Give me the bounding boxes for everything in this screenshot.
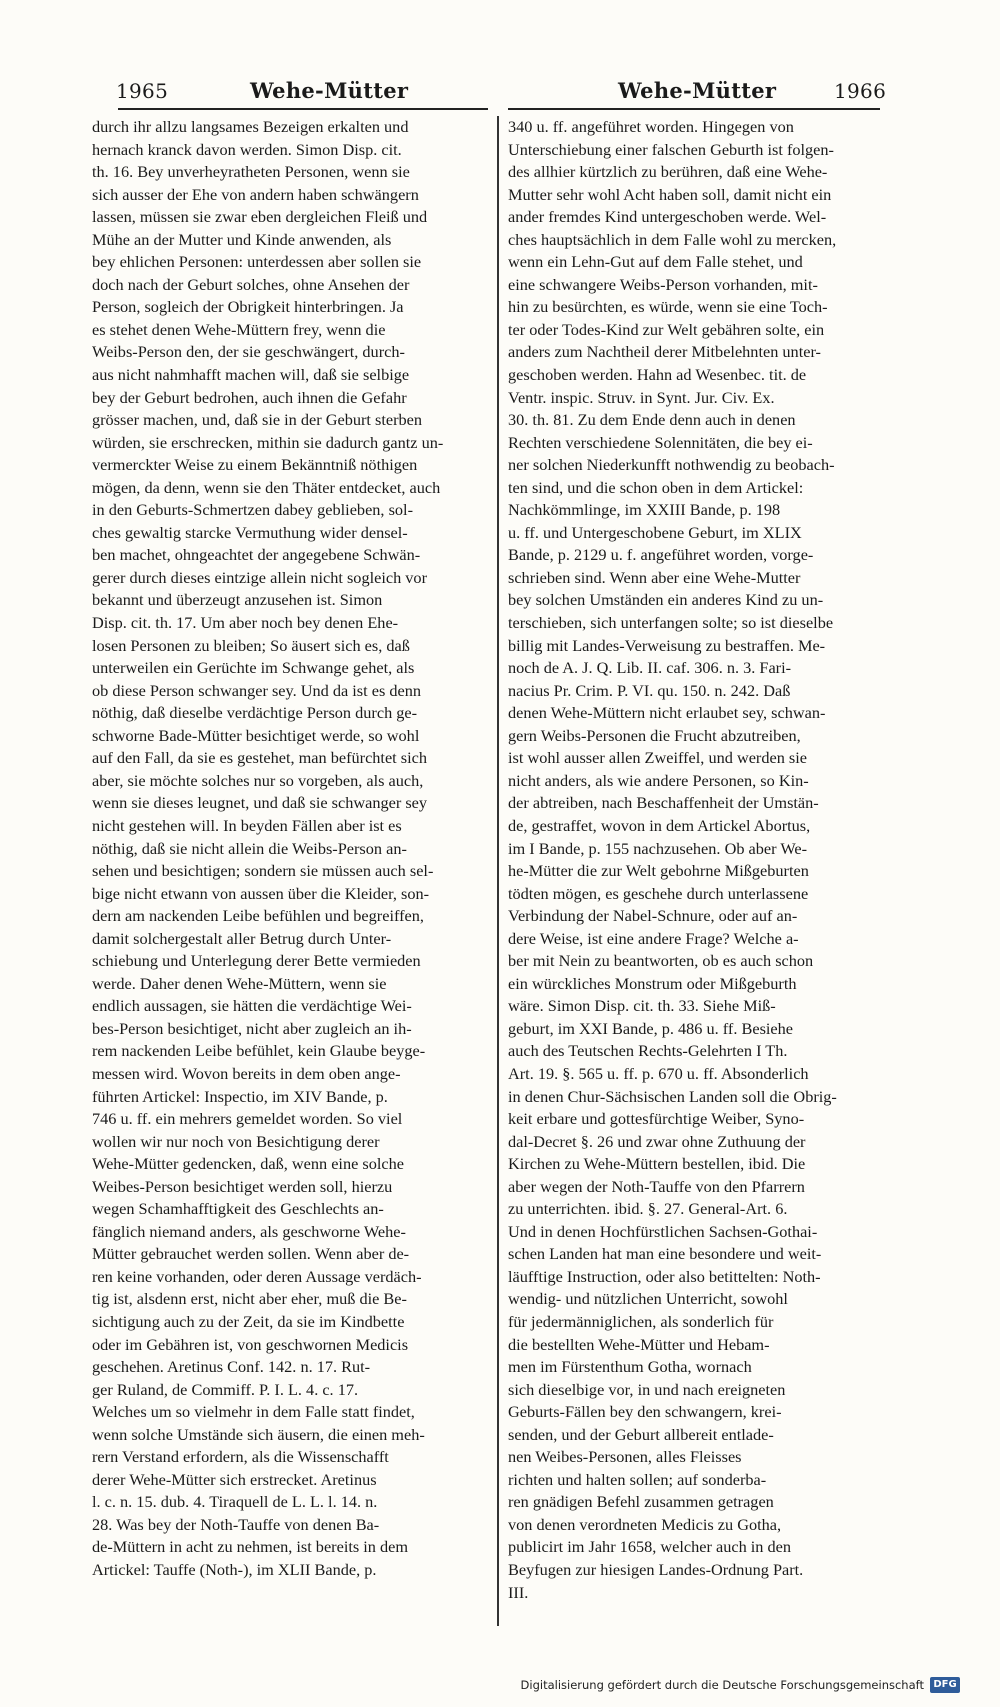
text-line: hin zu besürchten, es würde, wenn sie eine Toch- (508, 297, 828, 317)
text-line: ren keine vorhanden, oder deren Aussage verdäch- (92, 1266, 422, 1286)
text-line: Disp. cit. th. 17. Um aber noch bey denen Ehe- (92, 613, 399, 633)
text-line: oder im Gebähren ist, von geschwornen Medicis (92, 1334, 409, 1354)
text-line: keit erbare und gottesfürchtige Weiber, Syno- (508, 1109, 805, 1129)
text-line: nicht anders, als wie andere Personen, so Kin- (508, 770, 809, 790)
text-line: würden, sie erschrecken, mithin sie dadurch gantz un- (92, 432, 444, 452)
text-line: eine schwangere Weibs-Person vorhanden, mit- (508, 274, 818, 294)
text-line: mögen, da denn, wenn sie den Thäter entdecket, auch (92, 477, 441, 497)
text-line: nicht gestehen will. In beyden Fällen aber ist es (92, 815, 402, 835)
text-line: ander fremdes Kind untergeschoben werde. Wel- (508, 207, 827, 227)
text-line: wäre. Simon Disp. cit. th. 33. Siehe Miß- (508, 996, 776, 1016)
text-line: Mütter gebrauchet werden sollen. Wenn aber de- (92, 1244, 410, 1264)
text-line: messen wird. Wovon bereits in dem oben ange- (92, 1063, 401, 1083)
text-line: Beyfugen zur hiesigen Landes-Ordnung Part. (508, 1560, 804, 1579)
text-line: aus nicht nahmhafft machen will, daß sie selbige (92, 365, 410, 385)
text-line: l. c. n. 15. dub. 4. Tiraquell de L. L. l. 14. n. (92, 1492, 378, 1512)
text-line: dere Weise, ist eine andere Frage? Welche a- (508, 928, 799, 948)
text-line: gern Weibs-Personen die Frucht abzutreiben, (508, 725, 801, 745)
text-line: Bande, p. 2129 u. f. angeführet worden, vorge- (508, 545, 814, 565)
text-line: wenn ein Lehn-Gut auf dem Falle stehet, und (508, 252, 803, 272)
text-line: bekannt und überzeugt anzusehen ist. Simon (92, 590, 383, 610)
text-line: des allhier kürtzlich zu berühren, daß eine Wehe- (508, 162, 828, 182)
text-line: Person, sogleich der Obrigkeit hinterbringen. Ja (92, 297, 404, 317)
text-line: geburt, im XXI Bande, p. 486 u. ff. Besiehe (508, 1018, 794, 1038)
text-line: in denen Chur-Sächsischen Landen soll die Obrig- (508, 1086, 837, 1106)
text-line: men im Fürstenthum Gotha, wornach (508, 1357, 752, 1377)
text-line: für jedermänniglichen, als sonderlich für (508, 1311, 774, 1331)
footer (521, 1677, 960, 1693)
text-line: ches gewaltig starcke Vermuthung wider densel- (92, 522, 408, 542)
text-line: 746 u. ff. ein mehrers gemeldet worden. So viel (92, 1109, 403, 1129)
text-line: ger Ruland, de Commiff. P. I. L. 4. c. 17. (92, 1379, 359, 1399)
text-line: u. ff. und Untergeschobene Geburt, im XLIX (508, 522, 802, 542)
text-line: sehen und besichtigen; sondern sie müssen auch sel- (92, 861, 434, 881)
text-line: der abtreiben, nach Beschaffenheit der Umstän- (508, 793, 819, 813)
text-line: wollen wir nur noch von Besichtigung derer (92, 1131, 380, 1151)
text-line: Und in denen Hochfürstlichen Sachsen-Gothai- (508, 1221, 818, 1241)
text-line: he-Mütter die zur Welt gebohrne Mißgeburten (508, 861, 809, 881)
text-line: billig mit Landes-Verweisung zu bestraffen. Me- (508, 635, 826, 655)
text-line: Geburts-Fällen bey den schwangern, krei- (508, 1402, 782, 1422)
text-line: es stehet denen Wehe-Müttern frey, wenn die (92, 319, 386, 339)
right-text-column (508, 116, 882, 1604)
text-line: rem nackenden Leibe befühlet, kein Glaube beyge- (92, 1041, 426, 1061)
left-running-title: Wehe-Mütter (250, 78, 409, 103)
text-line: nöthig, daß dieselbe verdächtige Person durch ge- (92, 703, 418, 723)
dfg-logo: DFG (930, 1677, 960, 1693)
text-line: Art. 19. §. 565 u. ff. p. 670 u. ff. Absonderlich (508, 1063, 809, 1083)
text-line: sich dieselbige vor, in und nach ereigneten (508, 1379, 786, 1399)
text-line: richten und halten sollen; auf sonderba- (508, 1469, 767, 1489)
text-line: Verbindung der Nabel-Schnure, oder auf an- (508, 906, 798, 926)
text-line: bige nicht etwann von aussen über die Kleider, son- (92, 883, 430, 903)
text-line: tig ist, alsdenn erst, nicht aber eher, muß die Be- (92, 1289, 407, 1309)
text-line: publicirt im Jahr 1658, welcher auch in den (508, 1537, 792, 1557)
text-line: schrieben sind. Wenn aber eine Wehe-Mutter (508, 567, 801, 587)
text-line: Wehe-Mütter gedencken, daß, wenn eine solche (92, 1154, 404, 1174)
text-line: ches hauptsächlich in dem Falle wohl zu mercken, (508, 229, 837, 249)
text-line: denen Wehe-Müttern nicht erlaubet sey, schwan- (508, 703, 826, 723)
text-line: in den Geburts-Schmertzen dabey geblieben, sol- (92, 500, 413, 520)
text-line: schworne Bade-Mütter besichtiget werde, so wohl (92, 725, 420, 745)
text-line: noch de A. J. Q. Lib. II. caf. 306. n. 3. Fari- (508, 658, 792, 678)
left-page-header (116, 78, 168, 103)
text-line: ner solchen Niederkunfft nothwendig zu beobach- (508, 455, 835, 475)
text-line: Unterschiebung einer falschen Geburth ist folgen- (508, 139, 834, 159)
text-line: durch ihr allzu langsames Bezeigen erkalten und (92, 117, 409, 136)
text-line: dal-Decret §. 26 und zwar ohne Zuthuung der (508, 1131, 806, 1151)
text-line: hernach kranck davon werden. Simon Disp. cit. (92, 139, 402, 159)
text-line: Kirchen zu Wehe-Müttern bestellen, ibid. Die (508, 1154, 806, 1174)
text-line: sichtigung auch zu der Zeit, da sie im Kindbette (92, 1311, 405, 1331)
text-line: sich ausser der Ehe von andern haben schwängern (92, 184, 419, 204)
text-line: ein würckliches Monstrum oder Mißgeburth (508, 973, 797, 993)
text-line: vermerckter Weise zu einem Bekänntniß nöthigen (92, 455, 418, 475)
text-line: ten sind, und die schon oben in dem Artickel: (508, 477, 804, 497)
left-page-number: 1965 (116, 79, 169, 103)
text-line: geschehen. Aretinus Conf. 142. n. 17. Rut- (92, 1357, 371, 1377)
text-line: Ventr. inspic. Struv. in Synt. Jur. Civ. Ex. (508, 387, 775, 407)
text-line: werde. Daher denen Wehe-Müttern, wenn sie (92, 973, 387, 993)
column-divider (497, 116, 499, 1626)
text-line: 28. Was bey der Noth-Tauffe von denen Ba- (92, 1514, 380, 1534)
text-line: auf den Fall, da sie es gestehet, man befürchtet sich (92, 748, 428, 768)
text-line: nen Weibes-Personen, alles Fleisses (508, 1447, 742, 1467)
text-line: Rechten verschiedene Solennitäten, die bey ei- (508, 432, 813, 452)
text-line: gerer durch dieses eintzige allein nicht sogleich vor (92, 567, 427, 587)
text-line: im I Bande, p. 155 nachzusehen. Ob aber We- (508, 838, 808, 858)
text-line: de, gestraffet, wovon in dem Artickel Abortus, (508, 815, 811, 835)
text-line: wenn sie dieses leugnet, und daß sie schwanger sey (92, 793, 428, 813)
text-line: bey der Geburt bedrohen, auch ihnen die Gefahr (92, 387, 407, 407)
text-line: schiebung und Unterlegung derer Bette vermieden (92, 951, 421, 971)
text-line: auch des Teutschen Rechts-Gelehrten I Th. (508, 1041, 788, 1061)
text-line: zu unterrichten. ibid. §. 27. General-Art. 6. (508, 1199, 788, 1219)
text-line: endlich aussagen, sie hätten die verdächtige Wei- (92, 996, 412, 1016)
text-line: bey ehlichen Personen: unterdessen aber sollen sie (92, 252, 422, 272)
text-line: anders zum Nachtheil derer Mitbelehnten unter- (508, 342, 821, 362)
text-line: rern Verstand erfordern, als die Wissenschafft (92, 1447, 389, 1467)
text-line: wegen Schamhafftigkeit des Geschlechts an- (92, 1199, 384, 1219)
text-line: aber wegen der Noth-Tauffe von den Pfarrern (508, 1176, 805, 1196)
text-line: 340 u. ff. angeführet worden. Hingegen von (508, 117, 794, 136)
text-line: tödten mögen, es geschehe durch unterlassene (508, 883, 809, 903)
right-page-number: 1966 (834, 79, 887, 103)
text-line: 30. th. 81. Zu dem Ende denn auch in denen (508, 410, 796, 430)
text-line: wenn solche Umstände sich äusern, die einen meh- (92, 1424, 425, 1444)
text-line: Welches um so vielmehr in dem Falle statt findet, (92, 1402, 415, 1422)
text-line: geschoben werden. Hahn ad Wesenbec. tit. de (508, 365, 807, 385)
footer-credit: Digitalisierung gefördert durch die Deutsche Forschungsgemeinschaft (520, 1678, 924, 1692)
left-header-rule (118, 108, 488, 110)
right-running-title: Wehe-Mütter (618, 78, 777, 103)
text-line: ter oder Todes-Kind zur Welt gebähren solte, ein (508, 319, 825, 339)
text-line: senden, und der Geburt allbereit entlade- (508, 1424, 774, 1444)
text-line: ren gnädigen Befehl zusammen getragen (508, 1492, 774, 1512)
text-line: bes-Person besichtiget, nicht aber zugleich an ih- (92, 1018, 412, 1038)
text-line: terschieben, sich unterfangen solte; so ist dieselbe (508, 613, 834, 633)
text-line: unterweilen ein Gerüchte im Schwange gehet, als (92, 658, 415, 678)
left-text-column (92, 116, 490, 1582)
text-line: schen Landen hat man eine besondere und weit- (508, 1244, 822, 1264)
text-line: derer Wehe-Mütter sich erstrecket. Aretinus (92, 1469, 377, 1489)
text-line: ber mit Nein zu beantworten, ob es auch schon (508, 951, 814, 971)
text-line: ob diese Person schwanger sey. Und da ist es denn (92, 680, 422, 700)
text-line: III. (508, 1582, 529, 1602)
text-line: Weibs-Person den, der sie geschwängert, durch- (92, 342, 405, 362)
text-line: grösser machen, und, daß sie in der Geburt sterben (92, 410, 423, 430)
text-line: läufftige Instruction, oder also betittelten: Noth- (508, 1266, 821, 1286)
text-line: von denen verordneten Medicis zu Gotha, (508, 1514, 782, 1534)
text-line: lassen, müssen sie zwar eben dergleichen Fleiß und (92, 207, 428, 227)
text-line: de-Müttern in acht zu nehmen, ist bereits in dem (92, 1537, 409, 1557)
text-line: nacius Pr. Crim. P. VI. qu. 150. n. 242. Daß (508, 680, 791, 700)
text-line: damit solchergestalt aller Betrug durch Unter- (92, 928, 392, 948)
text-line: fänglich niemand anders, als geschworne Wehe- (92, 1221, 406, 1241)
text-line: Weibes-Person besichtiget werden soll, hierzu (92, 1176, 393, 1196)
text-line: ist wohl ausser allen Zweiffel, und werden sie (508, 748, 808, 768)
text-line: Mutter sehr wohl Acht haben soll, damit nicht ein (508, 184, 832, 204)
text-line: wendig- und nützlichen Unterricht, sowohl (508, 1289, 788, 1309)
text-line: ben machet, ohngeachtet der angegebene Schwän- (92, 545, 421, 565)
text-line: nöthig, daß sie nicht allein die Weibs-Person an- (92, 838, 407, 858)
text-line: th. 16. Bey unverheyratheten Personen, wenn sie (92, 162, 410, 182)
text-line: Artickel: Tauffe (Noth-), im XLII Bande, p. (92, 1560, 377, 1579)
right-header-rule (508, 108, 880, 110)
text-line: bey solchen Umständen ein anderes Kind zu un- (508, 590, 824, 610)
text-line: Mühe an der Mutter und Kinde anwenden, als (92, 229, 392, 249)
text-line: die bestellten Wehe-Mütter und Hebam- (508, 1334, 770, 1354)
right-page-header (834, 78, 886, 103)
text-line: Nachkömmlinge, im XXIII Bande, p. 198 (508, 500, 781, 520)
text-line: dern am nackenden Leibe befühlen und begreiffen, (92, 906, 424, 926)
text-line: losen Personen zu bleiben; So äusert sich es, daß (92, 635, 410, 655)
text-line: doch nach der Geburt solches, ohne Ansehen der (92, 274, 410, 294)
text-line: aber, sie möchte solches nur so vorgeben, als auch, (92, 770, 424, 790)
text-line: führten Artickel: Inspectio, im XIV Bande, p. (92, 1086, 388, 1106)
